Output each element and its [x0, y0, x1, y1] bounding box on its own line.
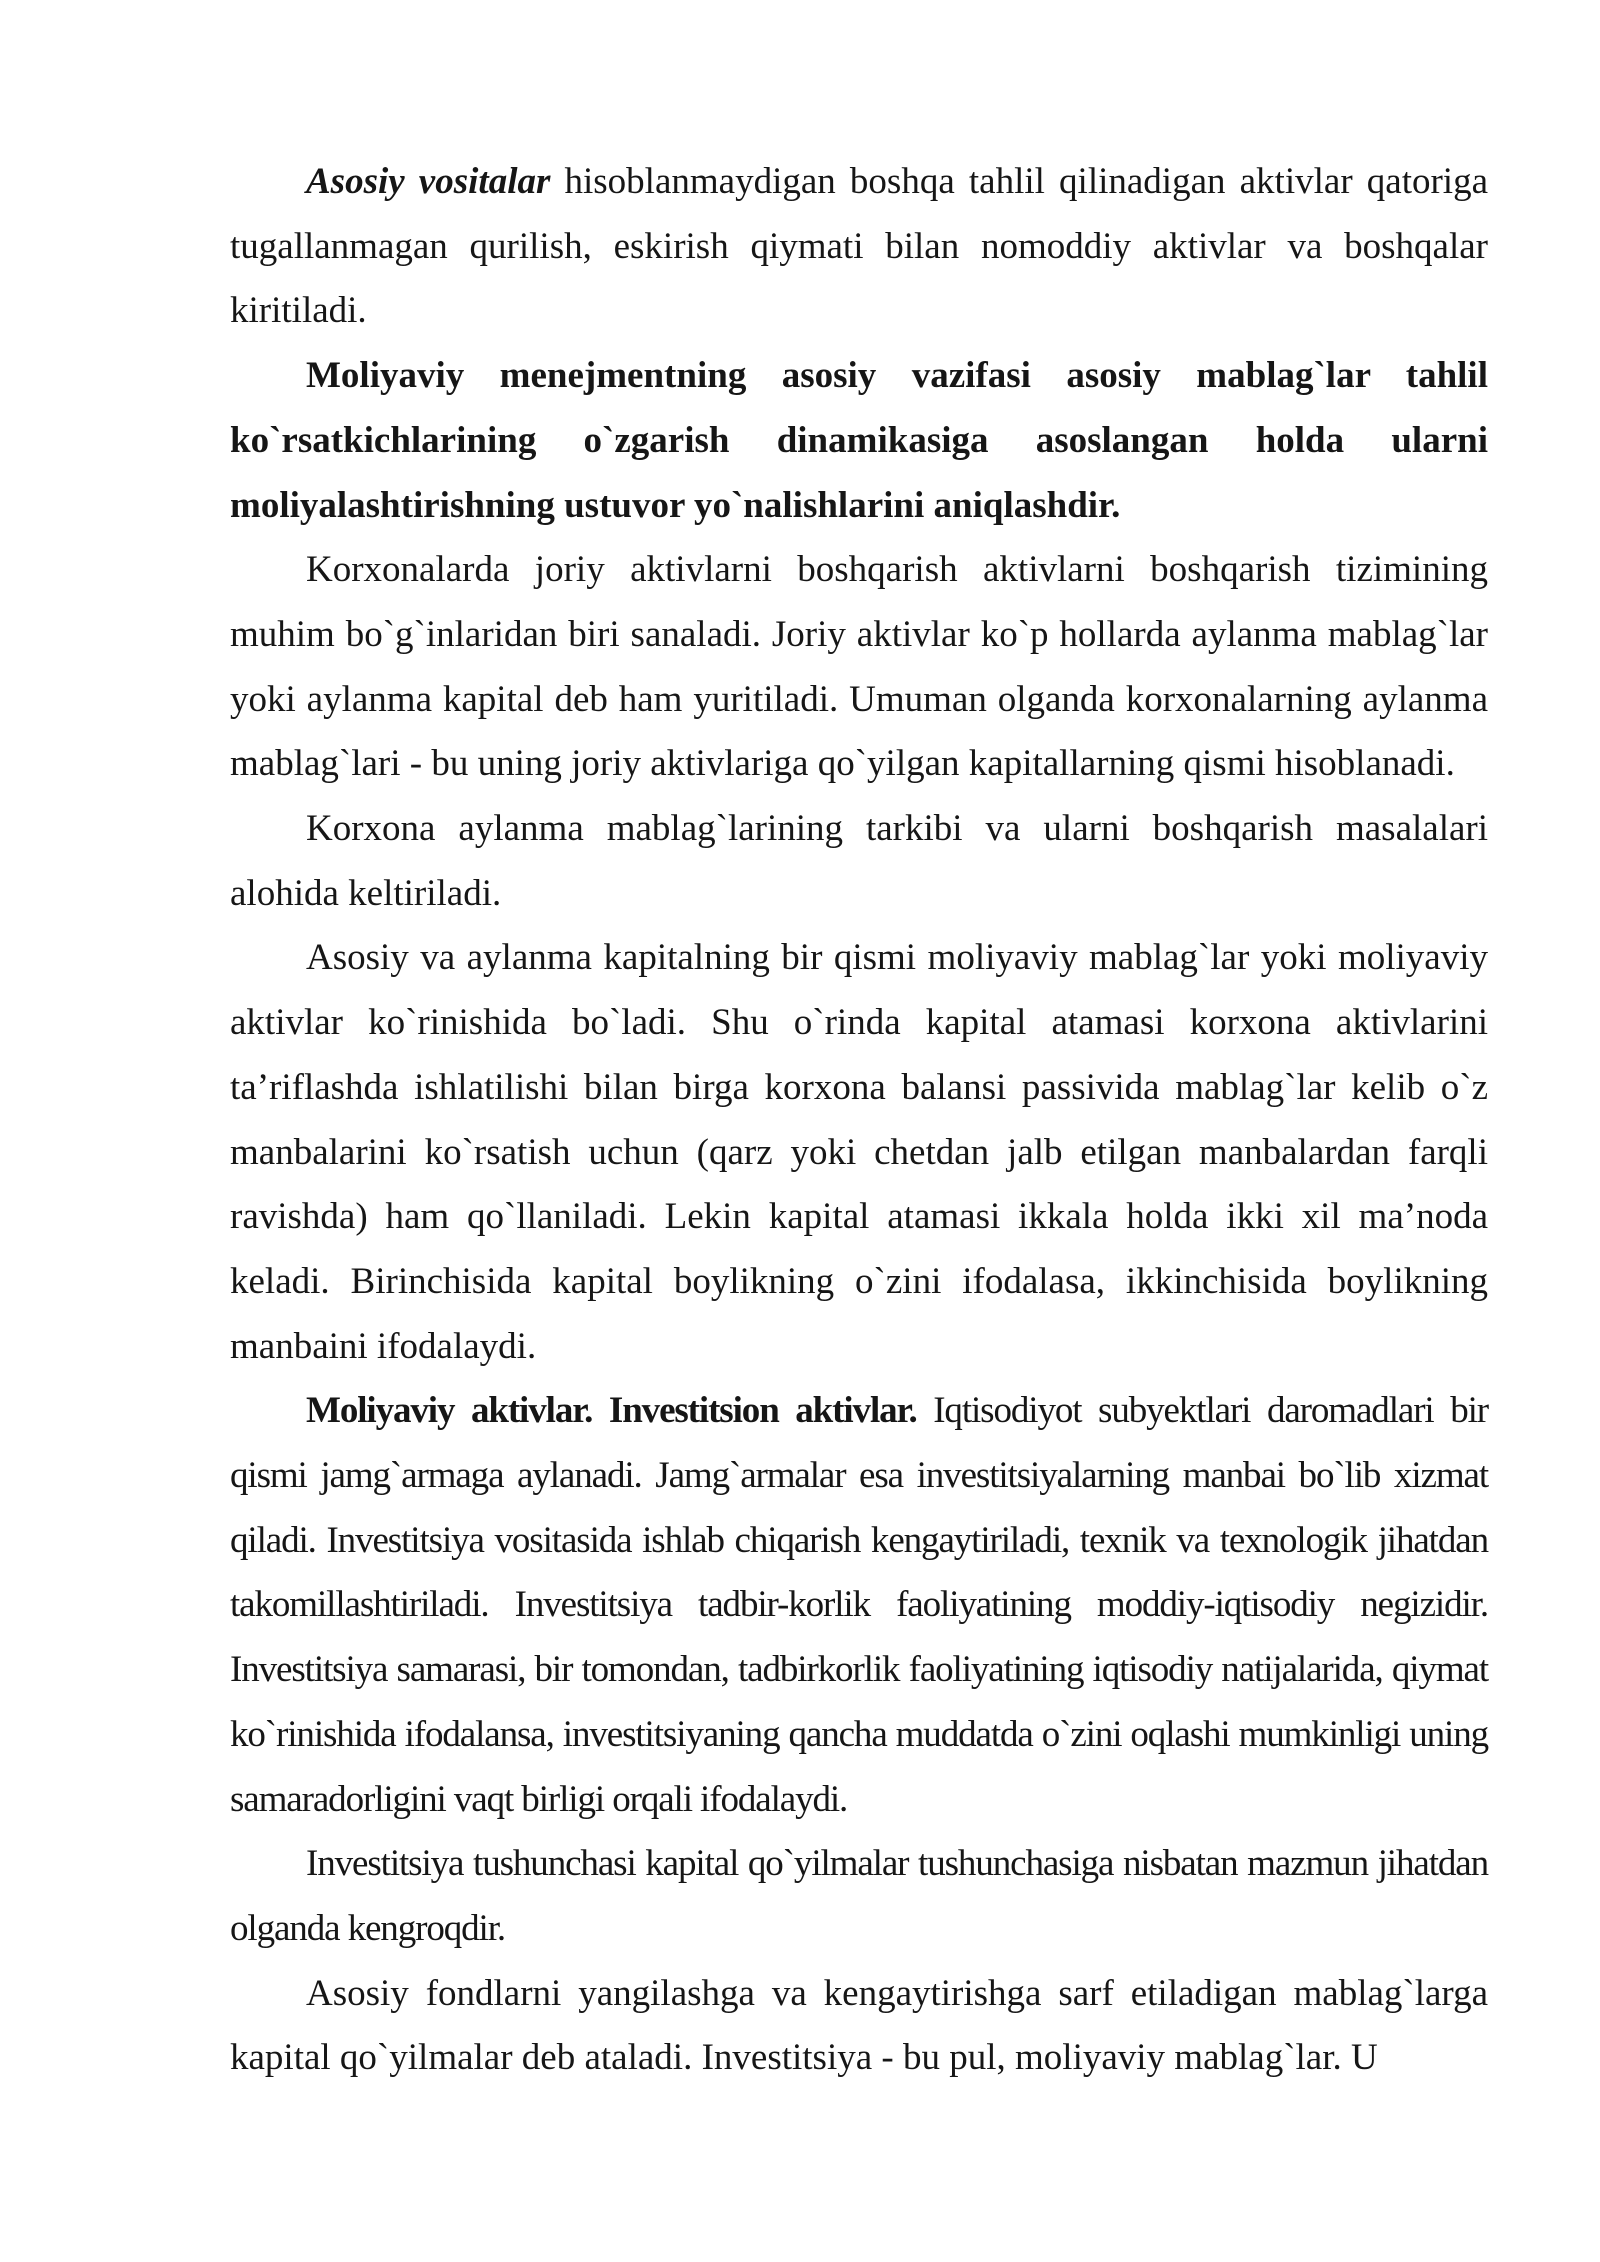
paragraph-text: Asosiy fondlarni yangilashga va kengaytirishga sarf etiladigan mablag`larga kapital qo`yilmalar deb ataladi. Investitsiya - bu pul, moliyaviy mablag`lar. U — [230, 1972, 1488, 2079]
document-page — [230, 150, 1488, 2091]
paragraph-text: Asosiy va aylanma kapitalning bir qismi moliyaviy mablag`lar yoki moliyaviy aktivlar ko`rinishida bo`ladi. Shu o`rinda kapital atamasi korxona aktivlarini ta’riflashda ishlatilishi bilan birga korxona balansi passivida mablag`lar kelib o`z manbalarini ko`rsatish uchun (qarz yoki chetdan jalb etilgan manbalardan farqli ravishda) ham qo`llaniladi. Lekin kapital atamasi ikkala holda ikki xil ma’noda keladi. Birinchisida kapital boylikning o`zini ifodalasa, ikkinchisida boylikning manbaini ifodalaydi. — [230, 937, 1488, 1367]
paragraph-text: Investitsiya tushunchasi kapital qo`yilmalar tushunchasiga nisbatan mazmun jihatdan olganda kengroqdir. — [230, 1843, 1488, 1949]
paragraph-current-assets — [230, 538, 1488, 797]
paragraph-financial-assets — [230, 1379, 1488, 1832]
paragraph-capital-investments — [230, 1962, 1488, 2091]
paragraph-text: Korxonalarda joriy aktivlarni boshqarish aktivlarni boshqarish tizimining muhim bo`g`inlaridan biri sanaladi. Joriy aktivlar ko`p hollarda aylanma mablag`lar yoki aylanma kapital deb ham yuritiladi. Umuman olganda korxonalarning aylanma mablag`lari - bu uning joriy aktivlariga qo`yilgan kapitallarning qismi hisoblanadi. — [230, 549, 1488, 785]
paragraph-working-capital-structure — [230, 797, 1488, 926]
paragraph-fixed-assets — [230, 150, 1488, 344]
paragraph-text: hisoblanmaydigan boshqa tahlil qilinadigan aktivlar qatoriga tugallanmagan qurilish, eskirish qiymati bilan nomoddiy aktivlar va boshqalar kiritiladi. — [230, 161, 1488, 332]
paragraph-text: Korxona aylanma mablag`larining tarkibi va ularni boshqarish masalalari alohida keltiriladi. — [230, 808, 1488, 914]
paragraph-text: Iqtisodiyot subyektlari daromadlari bir qismi jamg`armaga aylanadi. Jamg`armalar esa investitsiyalarning manbai bo`lib xizmat qiladi. Investitsiya vositasida ishlab chiqarish kengaytiriladi, texnik va texnologik jihatdan takomillashtiriladi. Investitsiya tadbir-korlik faoliyatining moddiy-iqtisodiy negizidir. Investitsiya samarasi, bir tomondan, tadbirkorlik faoliyatining iqtisodiy natijalarida, qiymat ko`rinishida ifodalansa, investitsiyaning qancha muddatda o`zini oqlashi mumkinligi uning samaradorligini vaqt birligi orqali ifodalaydi. — [230, 1390, 1488, 1820]
paragraph-capital-term — [230, 926, 1488, 1379]
paragraph-text: Moliyaviy menejmentning asosiy vazifasi asosiy mablag`lar tahlil ko`rsatkichlarining o`zgarish dinamikasiga asoslangan holda ularni moliyalashtirishning ustuvor yo`nalishlarini aniqlashdir. — [230, 355, 1488, 526]
paragraph-investment-concept — [230, 1832, 1488, 1961]
financial-assets-heading: Moliyaviy aktivlar. Investitsion aktivlar. — [306, 1390, 917, 1432]
paragraph-financial-management-task — [230, 344, 1488, 538]
fixed-assets-term: Asosiy vositalar — [306, 161, 551, 202]
